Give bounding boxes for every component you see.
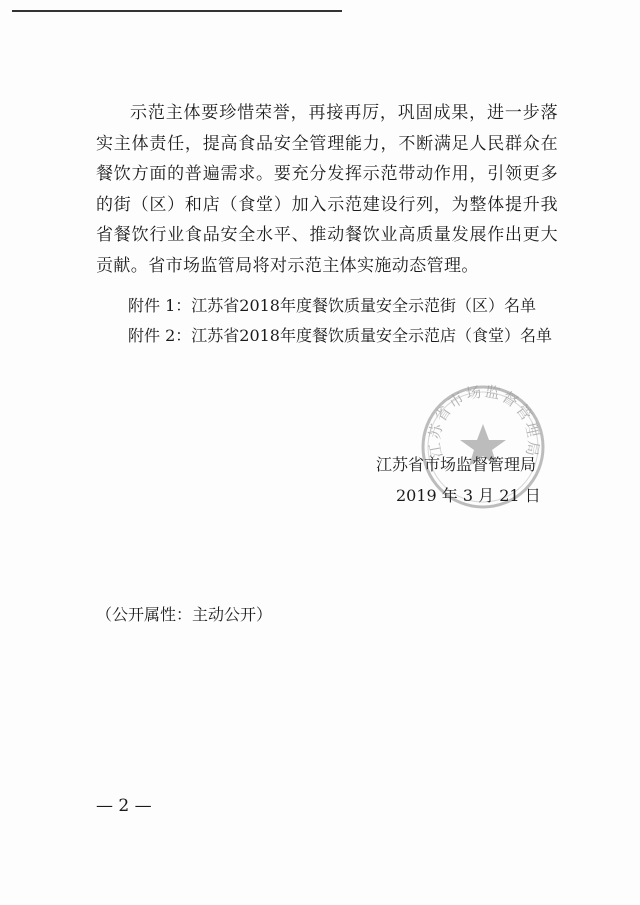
seal-text: 江苏省市场监督管理局 bbox=[425, 382, 543, 460]
body-paragraph: 示范主体要珍惜荣誉，再接再厉，巩固成果，进一步落实主体责任，提高食品安全管理能力，不断满足人民群众在餐饮方面的普遍需求。要充分发挥示范带动作用，引领更多的街（区）和店（食堂）加入示范建设行列，为整体提升我省餐饮行业食品安全水平、推动餐饮业高质量发展作出更大贡献。省市场监管局将对示范主体实施动态管理。 bbox=[96, 103, 558, 276]
attachment-2: 附件 2：江苏省2018年度餐饮质量安全示范店（食堂）名单 bbox=[128, 326, 552, 345]
attachment-1: 附件 1：江苏省2018年度餐饮质量安全示范街（区）名单 bbox=[128, 296, 536, 315]
top-rule bbox=[12, 10, 342, 12]
disclosure-attribute: （公开属性：主动公开） bbox=[96, 605, 273, 624]
signature-organization: 江苏省市场监督管理局 bbox=[376, 455, 537, 474]
page-number: — 2 — bbox=[96, 796, 152, 816]
signature-date: 2019 年 3 月 21 日 bbox=[396, 486, 541, 505]
